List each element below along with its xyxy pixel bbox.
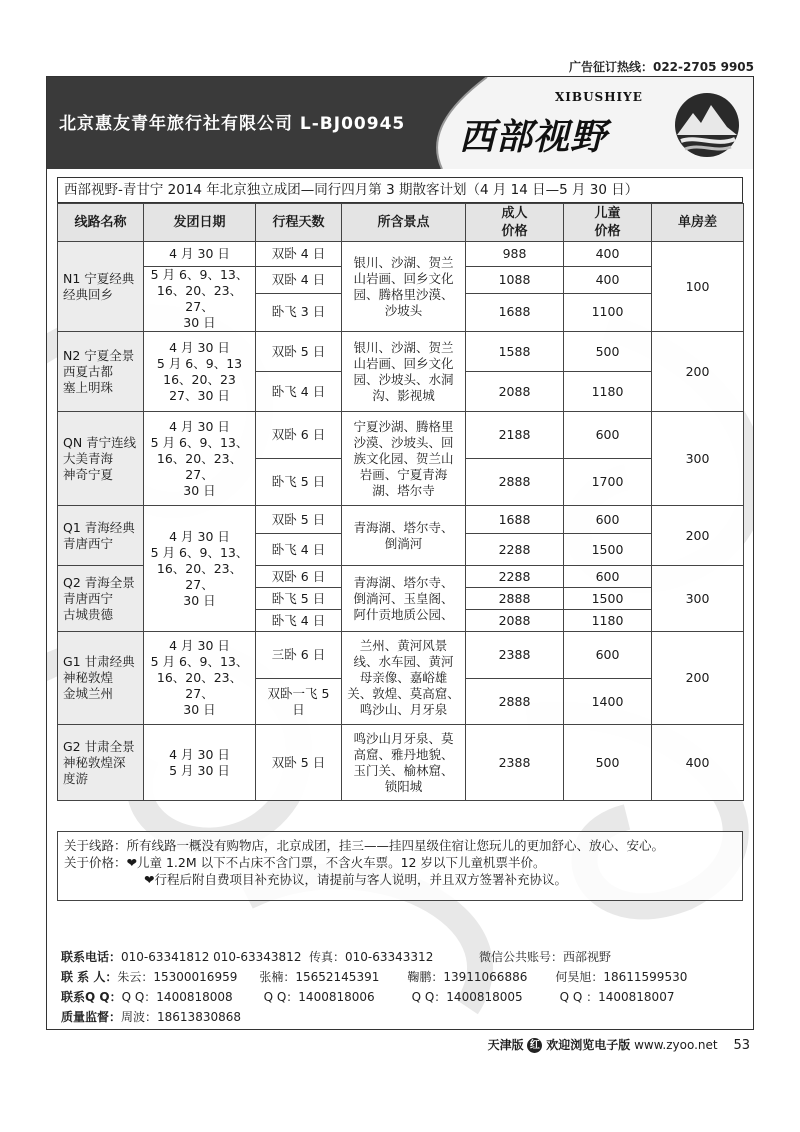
header-departure: 发团日期 bbox=[144, 204, 256, 242]
trip-duration: 双卧 5 日 bbox=[256, 506, 342, 534]
trip-duration: 卧飞 5 日 bbox=[256, 588, 342, 610]
phone-numbers: 010-63341812 010-63343812 bbox=[121, 950, 302, 964]
single-supplement: 200 bbox=[652, 632, 744, 725]
departure-date: 4 月 30 日 5 月 6、9、13 16、20、23 27、30 日 bbox=[144, 332, 256, 412]
child-price: 1100 bbox=[564, 293, 652, 331]
child-price: 600 bbox=[564, 412, 652, 459]
header-banner bbox=[47, 77, 753, 169]
departure-date: 4 月 30 日 5 月 6、9、13、 16、20、23、27、 30 日 bbox=[144, 412, 256, 506]
mountain-logo-icon bbox=[667, 91, 747, 159]
child-price: 1500 bbox=[564, 588, 652, 610]
fax-number: 传真：010-63343312 bbox=[309, 950, 434, 964]
note-agreement: ❤行程后附自费项目补充协议，请提前与客人说明，并且双方签署补充协议。 bbox=[144, 872, 567, 887]
contact-row-qq bbox=[61, 987, 741, 1007]
trip-duration: 卧飞 4 日 bbox=[256, 610, 342, 632]
route-name: Q2 青海全景 青唐西宁 古城贵德 bbox=[58, 566, 144, 632]
company-name: 北京惠友青年旅行社有限公司 L-BJ00945 bbox=[59, 114, 406, 134]
trip-duration: 卧飞 4 日 bbox=[256, 372, 342, 412]
edition-label: 天津版 bbox=[487, 1038, 524, 1052]
table-row bbox=[58, 725, 744, 801]
table-row bbox=[58, 242, 744, 267]
child-price: 600 bbox=[564, 506, 652, 534]
child-price: 1400 bbox=[564, 679, 652, 725]
single-supplement: 400 bbox=[652, 725, 744, 801]
included-sights: 银川、沙湖、贺兰 山岩画、回乡文化 园、腾格里沙漠、 沙坡头 bbox=[342, 242, 466, 332]
contact-row-people bbox=[61, 967, 741, 987]
trip-duration: 双卧 6 日 bbox=[256, 566, 342, 588]
ad-hotline: 广告征订热线：022-2705 9905 bbox=[568, 60, 754, 74]
page-footer bbox=[488, 1036, 750, 1053]
child-price: 600 bbox=[564, 566, 652, 588]
route-name: QN 青宁连线 大美青海 神奇宁夏 bbox=[58, 412, 144, 506]
departure-date: 4 月 30 日 bbox=[144, 242, 256, 267]
child-price: 500 bbox=[564, 725, 652, 801]
departure-date: 4 月 30 日 5 月 30 日 bbox=[144, 725, 256, 801]
adult-price: 2288 bbox=[466, 534, 564, 566]
page-number: 53 bbox=[733, 1038, 750, 1053]
single-supplement: 300 bbox=[652, 566, 744, 632]
contact-person: 鞠鹏：13911066886 bbox=[407, 970, 528, 984]
included-sights: 青海湖、塔尔寺、 倒淌河 bbox=[342, 506, 466, 566]
included-sights: 鸣沙山月牙泉、莫 高窟、雅丹地貌、 玉门关、榆林窟、 锁阳城 bbox=[342, 725, 466, 801]
trip-duration: 双卧 4 日 bbox=[256, 242, 342, 267]
departure-date: 5 月 6、9、13、 16、20、23、27、 30 日 bbox=[144, 267, 256, 332]
trip-duration: 双卧 5 日 bbox=[256, 725, 342, 801]
child-price: 400 bbox=[564, 242, 652, 267]
qq-number: Q Q：1400818008 bbox=[121, 990, 233, 1004]
ad-page bbox=[46, 76, 754, 1030]
red-badge-icon: 红 bbox=[527, 1038, 542, 1053]
phone-label: 联系电话： bbox=[61, 950, 122, 964]
header-adult-price: 成人 价格 bbox=[466, 204, 564, 242]
route-name: N2 宁夏全景 西夏古都 塞上明珠 bbox=[58, 332, 144, 412]
qq-number: Q Q ：1400818007 bbox=[559, 990, 675, 1004]
contact-person: 张楠：15652145391 bbox=[259, 970, 380, 984]
child-price: 1180 bbox=[564, 372, 652, 412]
adult-price: 1088 bbox=[466, 267, 564, 294]
departure-date: 4 月 30 日 5 月 6、9、13、 16、20、23、27、 30 日 bbox=[144, 632, 256, 725]
table-header-row bbox=[58, 204, 744, 242]
trip-duration: 卧飞 4 日 bbox=[256, 534, 342, 566]
departure-date: 4 月 30 日 5 月 6、9、13、 16、20、23、27、 30 日 bbox=[144, 506, 256, 632]
adult-price: 2088 bbox=[466, 372, 564, 412]
trip-duration: 双卧 6 日 bbox=[256, 412, 342, 459]
single-supplement: 300 bbox=[652, 412, 744, 506]
adult-price: 988 bbox=[466, 242, 564, 267]
contact-row-supervision bbox=[61, 1007, 741, 1027]
notes-box bbox=[57, 831, 743, 901]
route-name: G1 甘肃经典 神秘敦煌 金城兰州 bbox=[58, 632, 144, 725]
child-price: 1180 bbox=[564, 610, 652, 632]
table-row bbox=[58, 412, 744, 459]
child-price: 1500 bbox=[564, 534, 652, 566]
table-row bbox=[58, 632, 744, 679]
table-row bbox=[58, 506, 744, 534]
adult-price: 1588 bbox=[466, 332, 564, 372]
included-sights: 宁夏沙湖、腾格里 沙漠、沙坡头、回 族文化园、贺兰山 岩画、宁夏青海 湖、塔尔寺 bbox=[342, 412, 466, 506]
single-supplement: 100 bbox=[652, 242, 744, 332]
footer-slogan: 欢迎浏览电子版 bbox=[546, 1038, 631, 1052]
contact-row-phone bbox=[61, 947, 741, 967]
header-sights: 所含景点 bbox=[342, 204, 466, 242]
adult-price: 2188 bbox=[466, 412, 564, 459]
note-price: 关于价格：❤儿童 1.2M 以下不占床不含门票，不含火车票。12 岁以下儿童机票半价。 bbox=[64, 855, 546, 870]
child-price: 600 bbox=[564, 632, 652, 679]
adult-price: 2888 bbox=[466, 679, 564, 725]
adult-price: 1688 bbox=[466, 293, 564, 331]
child-price: 500 bbox=[564, 332, 652, 372]
trip-duration: 双卧 4 日 bbox=[256, 267, 342, 294]
trip-duration: 卧飞 5 日 bbox=[256, 459, 342, 506]
route-name: N1 宁夏经典 经典回乡 bbox=[58, 242, 144, 332]
trip-duration: 双卧 5 日 bbox=[256, 332, 342, 372]
header-child-price: 儿童 价格 bbox=[564, 204, 652, 242]
trip-duration: 三卧 6 日 bbox=[256, 632, 342, 679]
header-single-supplement: 单房差 bbox=[652, 204, 744, 242]
child-price: 400 bbox=[564, 267, 652, 294]
wechat-account: 微信公共账号：西部视野 bbox=[479, 950, 612, 964]
contact-person: 朱云：15300016959 bbox=[117, 970, 238, 984]
plan-title: 西部视野-青甘宁 2014 年北京独立成团—同行四月第 3 期散客计划（4 月 14 日—5 月 30 日） bbox=[57, 177, 743, 203]
table-row bbox=[58, 332, 744, 372]
qq-number: Q Q：1400818006 bbox=[263, 990, 375, 1004]
trip-duration: 卧飞 3 日 bbox=[256, 293, 342, 331]
qq-label: 联系Q Q： bbox=[61, 990, 122, 1004]
route-name: Q1 青海经典 青唐西宁 bbox=[58, 506, 144, 566]
adult-price: 1688 bbox=[466, 506, 564, 534]
adult-price: 2388 bbox=[466, 725, 564, 801]
trip-duration: 双卧一飞 5 日 bbox=[256, 679, 342, 725]
included-sights: 兰州、黄河风景 线、水车园、黄河 母亲像、嘉峪雄 关、敦煌、莫高窟、 鸣沙山、月牙泉 bbox=[342, 632, 466, 725]
adult-price: 2088 bbox=[466, 610, 564, 632]
supervision-contact: 周波：18613830868 bbox=[121, 1010, 241, 1024]
adult-price: 2288 bbox=[466, 566, 564, 588]
route-name: G2 甘肃全景 神秘敦煌深 度游 bbox=[58, 725, 144, 801]
route-price-table bbox=[57, 203, 744, 801]
supervision-label: 质量监督： bbox=[61, 1010, 122, 1024]
included-sights: 青海湖、塔尔寺、 倒淌河、玉皇阁、 阿什贡地质公园、 bbox=[342, 566, 466, 632]
people-label: 联 系 人： bbox=[61, 970, 118, 984]
header-duration: 行程天数 bbox=[256, 204, 342, 242]
single-supplement: 200 bbox=[652, 506, 744, 566]
included-sights: 银川、沙湖、贺兰 山岩画、回乡文化 园、沙坡头、水洞 沟、影视城 bbox=[342, 332, 466, 412]
header-route: 线路名称 bbox=[58, 204, 144, 242]
brand-english: XIBUSHIYE bbox=[555, 90, 643, 104]
contact-info bbox=[61, 947, 741, 1027]
single-supplement: 200 bbox=[652, 332, 744, 412]
child-price: 1700 bbox=[564, 459, 652, 506]
note-route: 关于线路：所有线路一概没有购物店，北京成团，挂三——挂四星级住宿让您玩儿的更加舒心、放心、安心。 bbox=[64, 838, 665, 853]
adult-price: 2888 bbox=[466, 588, 564, 610]
brand-chinese: 西部视野 bbox=[459, 116, 608, 158]
contact-person: 何昊旭：18611599530 bbox=[555, 970, 688, 984]
qq-number: Q Q：1400818005 bbox=[411, 990, 523, 1004]
adult-price: 2888 bbox=[466, 459, 564, 506]
footer-url[interactable]: www.zyoo.net bbox=[634, 1038, 718, 1052]
adult-price: 2388 bbox=[466, 632, 564, 679]
